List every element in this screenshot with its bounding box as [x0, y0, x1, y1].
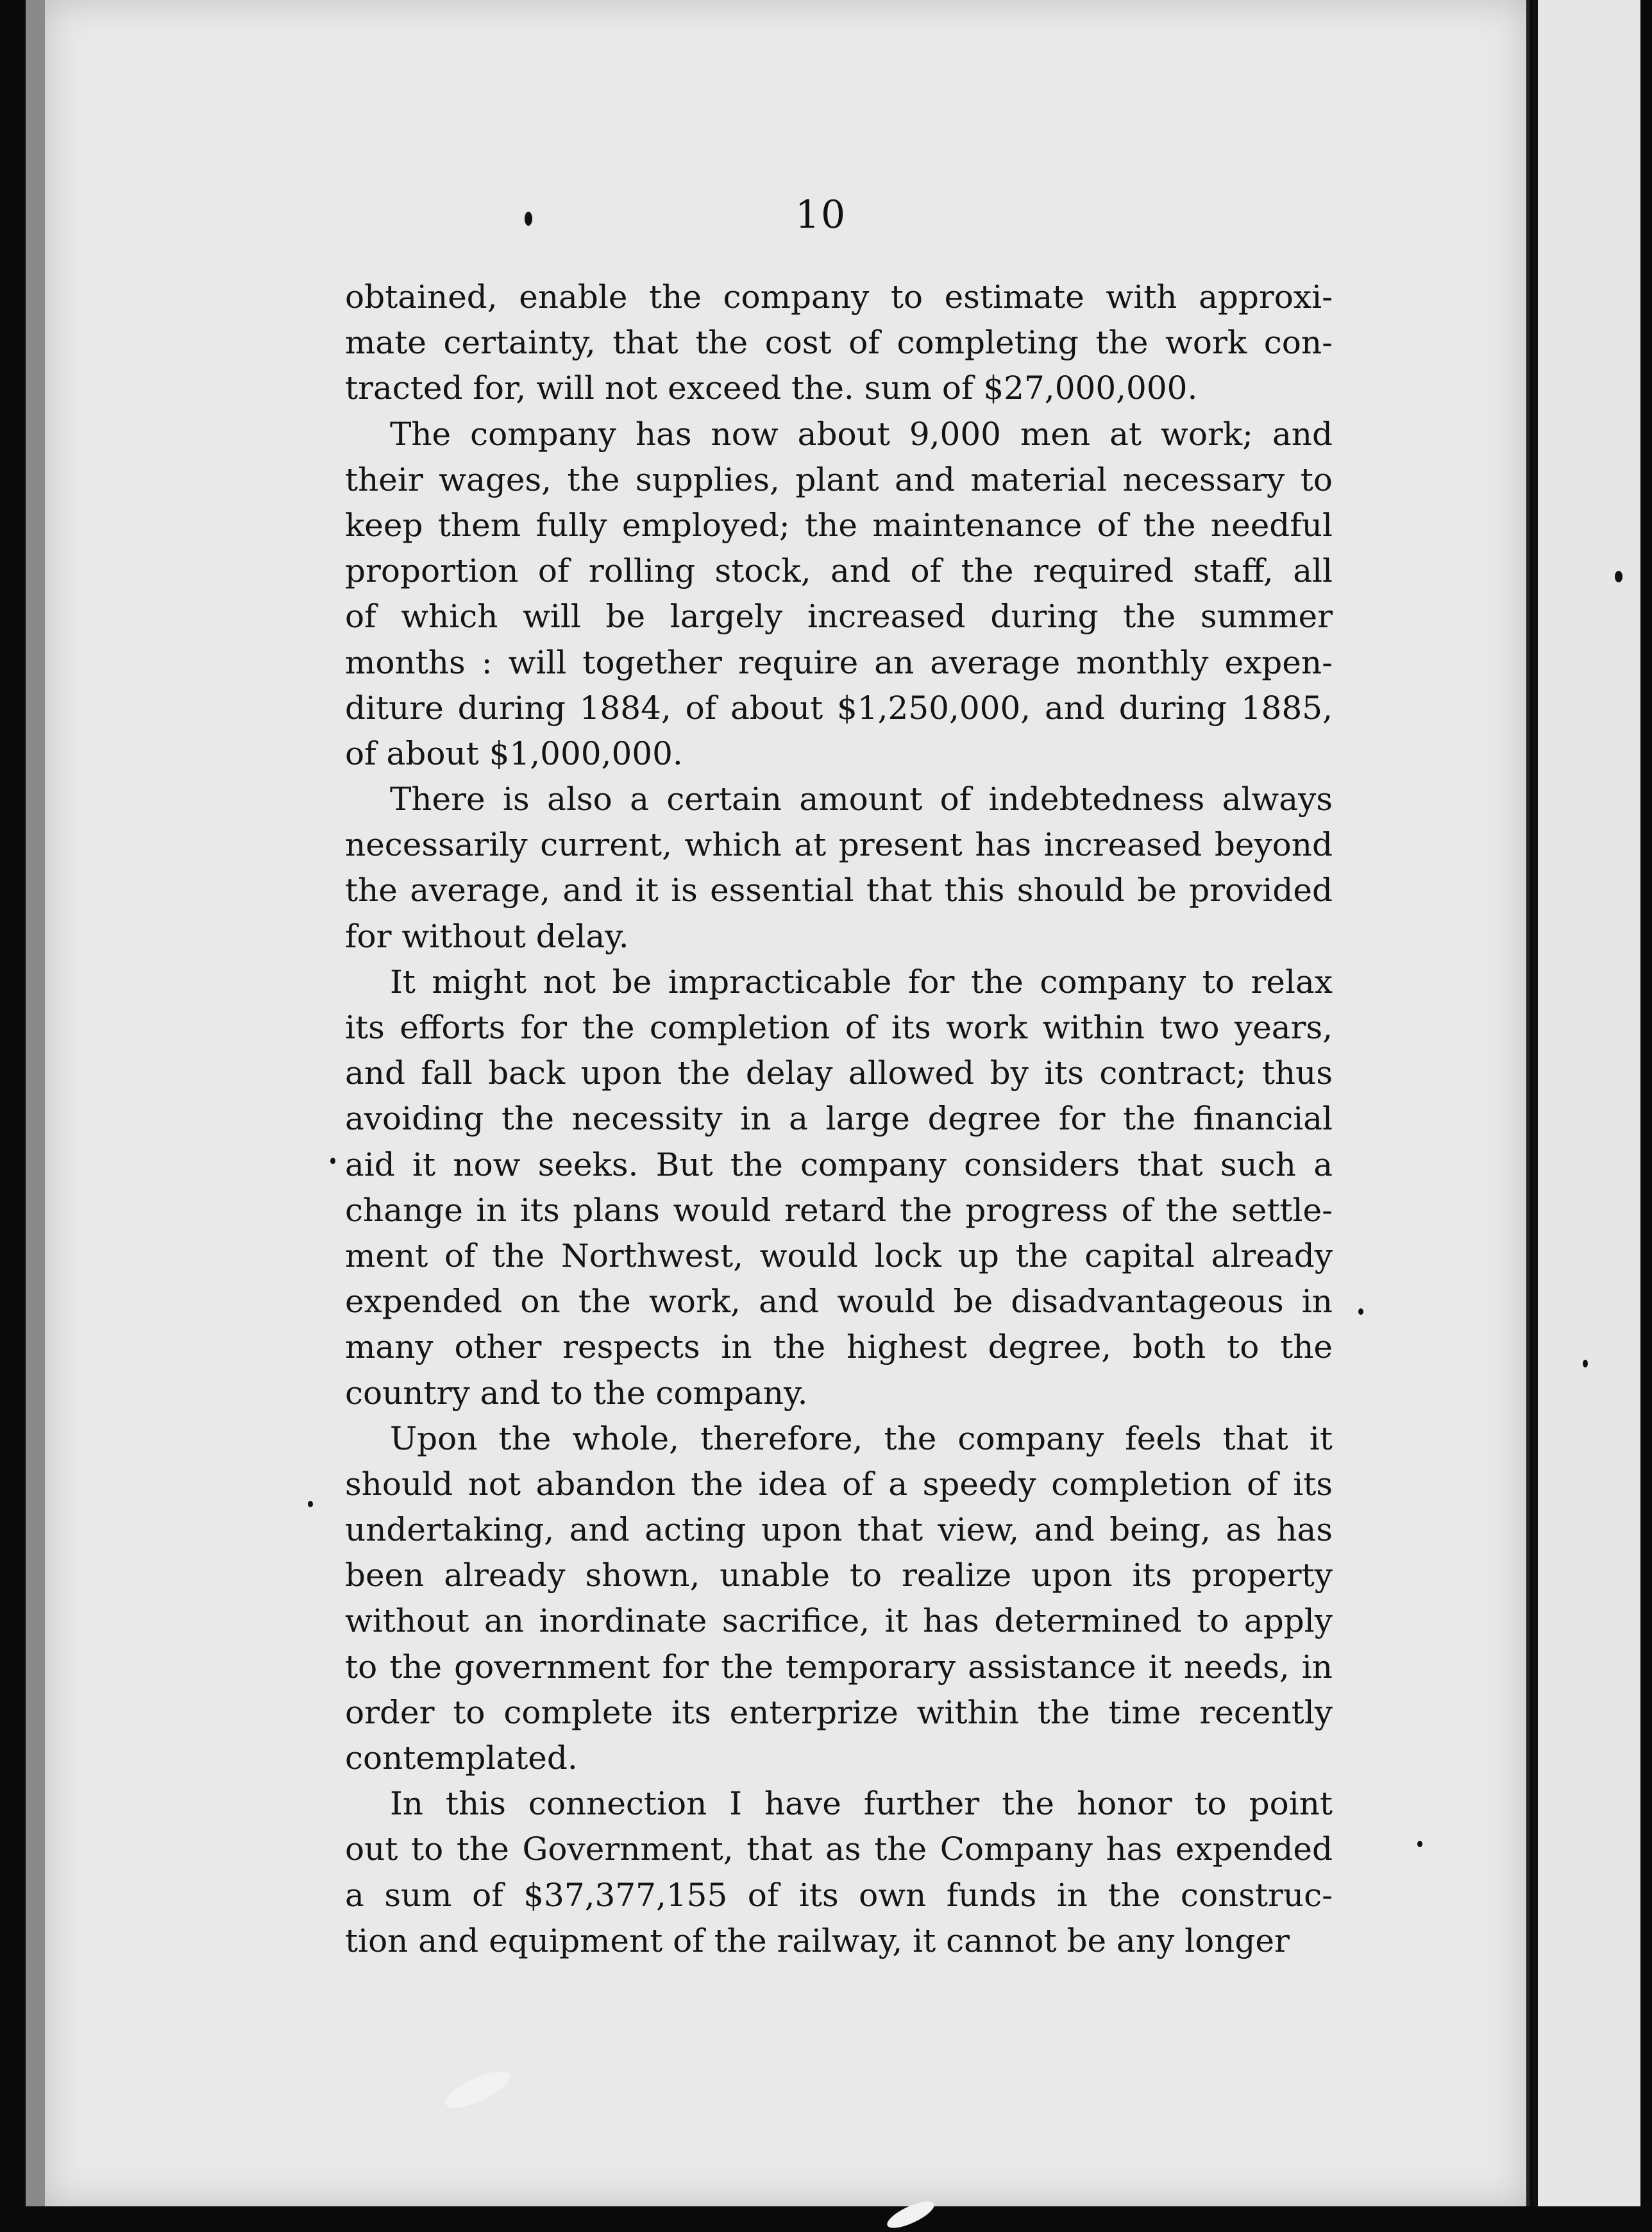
text-line: tracted for, will not exceed the. sum of $27,000,000. [345, 369, 1198, 407]
body-text [345, 275, 1333, 1964]
text-line: contemplated. [345, 1739, 578, 1777]
ink-speck [330, 1158, 335, 1164]
page-edge [26, 0, 45, 2206]
paragraph [345, 412, 1333, 777]
text-line: obtained, enable the company to estimate with approxi- [345, 278, 1333, 316]
text-line: keep them fully employed; the maintenance of the needful [345, 506, 1333, 544]
text-line: Upon the whole, therefore, the company feels that it [390, 1419, 1333, 1457]
text-line: for without delay. [345, 917, 629, 955]
page-number: 10 [795, 192, 847, 237]
text-line: change in its plans would retard the progress of the settle- [345, 1191, 1333, 1229]
text-line: country and to the company. [345, 1374, 808, 1412]
text-line: aid it now seeks. But the company considers that such a [345, 1146, 1333, 1183]
text-line: expended on the work, and would be disadvantageous in [345, 1283, 1333, 1321]
ink-speck [1583, 1360, 1588, 1367]
paragraph [345, 1416, 1333, 1782]
ink-speck [1615, 571, 1622, 582]
ink-speck [1358, 1308, 1363, 1315]
text-line: without an inordinate sacrifice, it has determined to apply [345, 1602, 1333, 1640]
text-line: the average, and it is essential that this should be provided [345, 872, 1333, 909]
text-line: should not abandon the idea of a speedy completion of its [345, 1465, 1333, 1503]
paragraph [345, 275, 1333, 412]
text-line: of about $1,000,000. [345, 734, 683, 772]
text-line: many other respects in the highest degree, both to the [345, 1328, 1333, 1366]
text-line: The company has now about 9,000 men at work; and [390, 415, 1333, 453]
text-line: to the government for the temporary assistance it needs, in [345, 1648, 1333, 1686]
adjacent-page-strip [1533, 0, 1640, 2206]
text-line: order to complete its enterprize within the time recently [345, 1693, 1333, 1731]
text-line: been already shown, unable to realize upon its property [345, 1557, 1333, 1594]
text-line: out to the Government, that as the Company has expended [345, 1830, 1333, 1868]
text-line: undertaking, and acting upon that view, and being, as has [345, 1511, 1333, 1549]
ink-speck [308, 1501, 313, 1507]
ink-speck [1417, 1841, 1422, 1847]
text-line: and fall back upon the delay allowed by its contract; thus [345, 1054, 1333, 1092]
text-line: It might not be impracticable for the company to relax [390, 963, 1333, 1001]
paragraph [345, 960, 1333, 1416]
text-line: proportion of rolling stock, and of the required staff, all [345, 552, 1333, 590]
text-line: necessarily current, which at present has increased beyond [345, 826, 1333, 864]
paragraph [345, 1781, 1333, 1964]
text-line: In this connection I have further the honor to point [390, 1785, 1333, 1823]
text-line: months : will together require an average monthly expen- [345, 643, 1333, 681]
paragraph [345, 777, 1333, 960]
text-line: diture during 1884, of about $1,250,000, and during 1885, [345, 689, 1333, 727]
text-line: their wages, the supplies, plant and material necessary to [345, 461, 1333, 498]
text-line: tion and equipment of the railway, it cannot be any longer [345, 1922, 1290, 1959]
text-line: of which will be largely increased during the summer [345, 598, 1333, 636]
text-line: avoiding the necessity in a large degree for the financial [345, 1100, 1333, 1138]
text-line: There is also a certain amount of indebtedness always [390, 781, 1333, 818]
text-line: a sum of $37,377,155 of its own funds in the construc- [345, 1876, 1333, 1914]
margin-mark [525, 212, 532, 226]
text-line: ment of the Northwest, would lock up the capital already [345, 1237, 1333, 1274]
text-line: its efforts for the completion of its work within two years, [345, 1009, 1333, 1046]
text-line: mate certainty, that the cost of completing the work con- [345, 324, 1333, 362]
